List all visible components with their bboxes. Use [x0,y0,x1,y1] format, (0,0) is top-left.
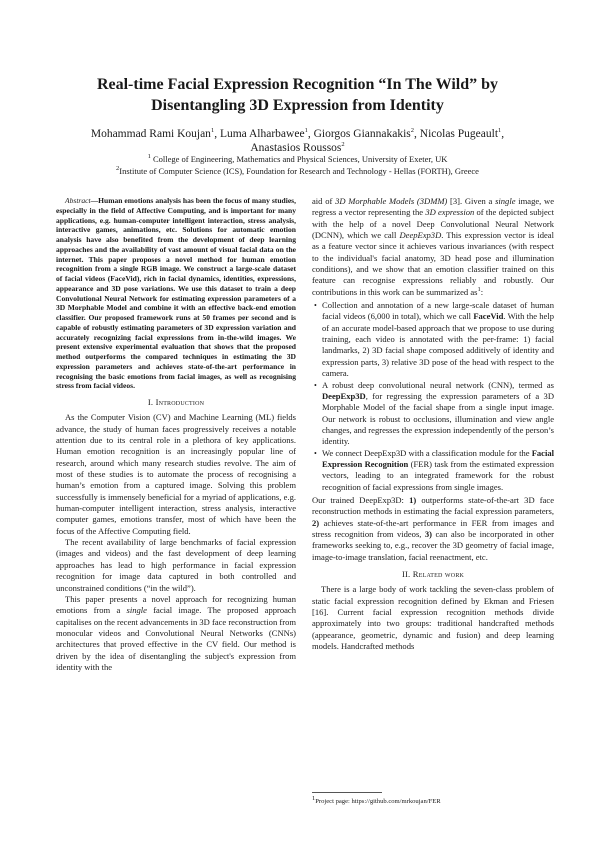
intro-paragraph: Our trained DeepExp3D: 1) outperforms state-of-the-art 3D face reconstruction methods in estimating the facial expression parameters, 2) achieves state-of-the-art performance in FER from images and stress recognition from videos, 3) can also be incorporated in other frameworks seeking to, e.g., recover the 3D geometry of facial image, image-to-image translation, facial reenactment, etc. [312,494,554,562]
footnote: $^1$Project page: https://github.com/mrkoujan/FER [312,794,441,805]
intro-paragraph: As the Computer Vision (CV) and Machine Learning (ML) fields advance, the study of human faces progressively receives a notable attention due to its central role in a plethora of key applications. Human emotion recognition is an increasingly popular line of research, around which many research studies revolve. The aim of most of these studies is to automate the process of recognising a human’s emotion from a captured image. Solving this problem successfully is immensely beneficial for a myriad of applications, e.g. human-computer intelligent interaction, stress analysis, interactive computer games, emotions transfer, most of which have been the focus of the Affective Computing field. [56,412,296,536]
list-item: • We connect DeepExp3D with a classification module for the Facial Expression Recognition (FER) task from the estimated expression vectors, leading to an integrated framework for the robust recognition of facial expressions from single images. [314,447,554,492]
abstract: Abstract—Human emotions analysis has been the focus of many studies, especially in the field of Affective Computing, and is important for many applications, e.g. human-computer intelligent interaction, stress analysis, interactive games, animations, etc. Solutions for automatic emotion analysis have also benefited from the development of deep learning approaches and the availability of vast amount of visual facial data on the internet. This paper proposes a novel method for human emotion recognition from a single RGB image. We construct a large-scale dataset of facial videos (FaceVid), rich in facial dynamics, identities, expressions, appearance and 3D pose variations. We use this dataset to train a deep Convolutional Neural Network for estimating expression parameters of a 3D Morphable Model and combine it with an effective back-end emotion classifier. Our proposed framework runs at 50 frames per second and is capable of robustly estimating parameters of 3D expression variation and accurately recognizing facial expressions from in-the-wild images. We present extensive experimental evaluation that shows that the proposed method outperforms the compared techniques in estimating the 3D expression parameters and achieves state-of-the-art performance in recognising the basic emotions from facial images, as well as recognising stress from facial videos. [56,196,296,391]
intro-paragraph: aid of 3D Morphable Models (3DMM) [3]. Given a single image, we regress a vector representing the 3D expression of the depicted subject with the help of a novel Deep Convolutional Neural Network (DCNN), which we call DeepExp3D. This expression vector is ideal as a feature vector since it achieves various invariances (with respect to the individual's facial anatomy, 3D head pose and illumination conditions), and we show that an emotion classifier trained on this feature can recognise expressions reliably and robustly. Our contributions in this work can be summarized $as^1$: [312,196,554,297]
bullet-icon: • [314,380,317,390]
footnote-rule [312,792,382,793]
author: Mohammad Rami Koujan$^1$, [90,127,220,140]
author: Giorgos Giannakakis$^2$, [313,127,420,140]
section-heading-related-work: II. Related work [401,569,465,579]
right-column [312,196,554,652]
bullet-icon: • [314,301,317,311]
intro-paragraph: This paper presents a novel approach for recognizing human emotions from a single facial image. The proposed approach capitalises on the recent advancements in 3D face reconstruction from monocular videos and Convolutional Neural Networks (CNNs) architectures that proved effective in the CV field. Our method is driven by the idea of disentangling the subject's expression from identity with the [56,593,296,672]
section-heading-introduction: I. Introduction [147,397,205,407]
paper-title: Real-time Facial Expression Recognition “In The Wild” by Disentangling 3D Expression from Identity [96,76,499,114]
author: Luma Alharbawee$^1$, [219,127,314,140]
affiliations [40,153,555,177]
author: Anastasios Roussos$^2$ [250,141,345,154]
contribution-list [312,300,554,493]
related-work-paragraph: There is a large body of work tackling the seven-class problem of static facial expression recognition defined by Ekman and Friesen [16]. Current facial expression recognition methods divide approximately into two groups: traditional handcrafted methods (appearance, geometric, dynamic and fusion) and deep learning models. Handcrafted methods [312,584,554,652]
left-column [56,196,296,673]
affiliation: $^1$ College of Engineering, Mathematics and Physical Sciences, University of Exeter, UK [147,153,448,164]
author-list [50,127,545,155]
affiliation: $^2$Institute of Computer Science (ICS), Foundation for Research and Technology - Hellas (FORTH), Greece [116,165,479,176]
author: Nicolas Pugeault$^1$, [419,127,505,140]
list-item: • A robust deep convolutional neural network (CNN), termed as DeepExp3D, for regressing the expression parameters of a 3D Morphable Model of the facial shape from a single input image. Our network is robust to occlusions, illumination and view angle changes, and regresses the expression independently of the person’s identity. [314,379,554,447]
list-item: • Collection and annotation of a new large-scale dataset of human facial videos (6,000 in total), which we call FaceVid. With the help of an accurate model-based approach that we propose to use during training, each video is annotated with the per-frame: 1) facial landmarks, 2) 3D facial shape composed additively of identity and expression parts, 3) relative 3D pose of the head with respect to the camera. [314,300,554,379]
bullet-icon: • [314,448,317,458]
intro-paragraph: The recent availability of large benchmarks of facial expression (images and videos) and the fast development of deep learning approaches has lead to high performance in facial expression recognition for image data captured in both controlled and unconstrained conditions (“in the wild”). [56,537,296,593]
